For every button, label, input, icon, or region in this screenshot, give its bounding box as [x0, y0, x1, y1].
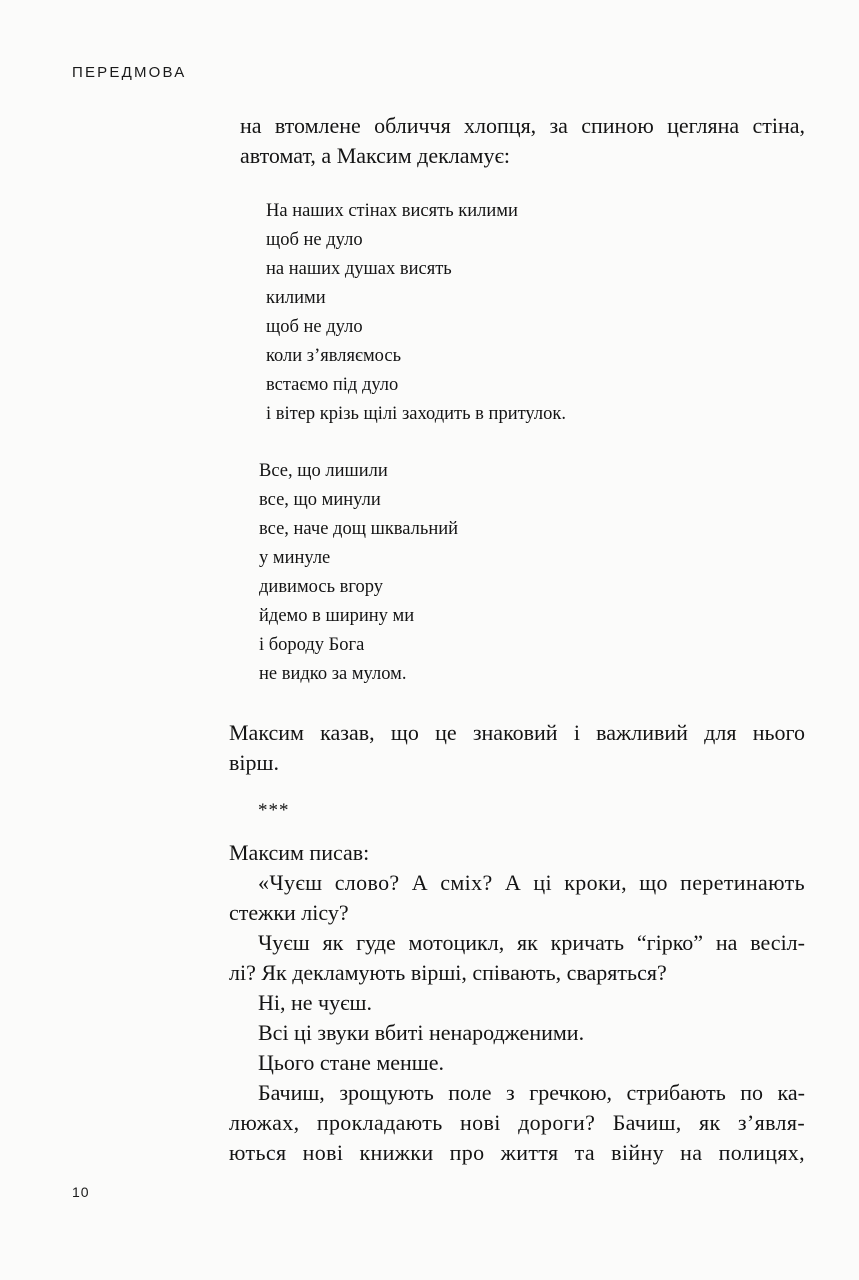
poem-line: щоб не дуло — [266, 317, 363, 337]
poem-line: все, що минули — [259, 490, 381, 510]
text-line: «Чуєш слово? А сміх? А ці кроки, що перетинають — [258, 870, 805, 895]
poem-line: На наших стінах висять килими — [266, 201, 518, 221]
paragraph-comment — [229, 718, 805, 778]
letter-intro: Максим писав: — [229, 840, 370, 865]
poem-line: і вітер крізь щілі заходить в притулок. — [266, 404, 566, 424]
poem-stanza-2 — [259, 457, 458, 689]
text-line: стежки лісу? — [229, 900, 349, 925]
text-line: Всі ці звуки вбиті ненародженими. — [258, 1020, 585, 1045]
text-line: Цього стане менше. — [258, 1050, 445, 1075]
letter-quote — [229, 838, 805, 1168]
text-line: Бачиш, зрощують поле з гречкою, стрибають по ка- — [258, 1080, 805, 1105]
poem-stanza-1 — [266, 197, 566, 429]
paragraph-intro — [240, 111, 805, 171]
poem-line: коли з’являємось — [266, 346, 402, 366]
text-line: автомат, а Максим декламує: — [240, 143, 510, 168]
poem-line: щоб не дуло — [266, 230, 363, 250]
text-line: ються нові книжки про життя та війну на полицях, — [229, 1140, 805, 1165]
text-line: на втомлене обличчя хлопця, за спиною цегляна стіна, — [240, 113, 805, 138]
section-separator: *** — [258, 800, 290, 821]
text-line: Максим казав, що це знаковий і важливий для нього — [229, 720, 805, 745]
text-line: Чуєш як гуде мотоцикл, як кричать “гірко” на весіл- — [258, 930, 805, 955]
poem-line: не видко за мулом. — [259, 664, 407, 684]
poem-line: на наших душах висять — [266, 259, 452, 279]
poem-line: все, наче дощ шквальний — [259, 519, 459, 539]
poem-line: у минуле — [259, 548, 331, 568]
poem-line: встаємо під дуло — [266, 375, 399, 395]
text-line: вірш. — [229, 750, 279, 775]
poem-line: дивимось вгору — [259, 577, 384, 597]
text-line: лі? Як декламують вірші, співають, сваряться? — [229, 960, 667, 985]
poem-line: і бороду Бога — [259, 635, 365, 655]
page-number: 10 — [72, 1184, 90, 1200]
running-header: ПЕРЕДМОВА — [72, 64, 187, 81]
text-line: Ні, не чуєш. — [258, 990, 372, 1015]
text-line: люжах, прокладають нові дороги? Бачиш, як з’явля- — [229, 1110, 805, 1135]
poem-line: йдемо в ширину ми — [259, 606, 415, 626]
poem-line: килими — [266, 288, 326, 308]
poem-line: Все, що лишили — [259, 461, 388, 481]
